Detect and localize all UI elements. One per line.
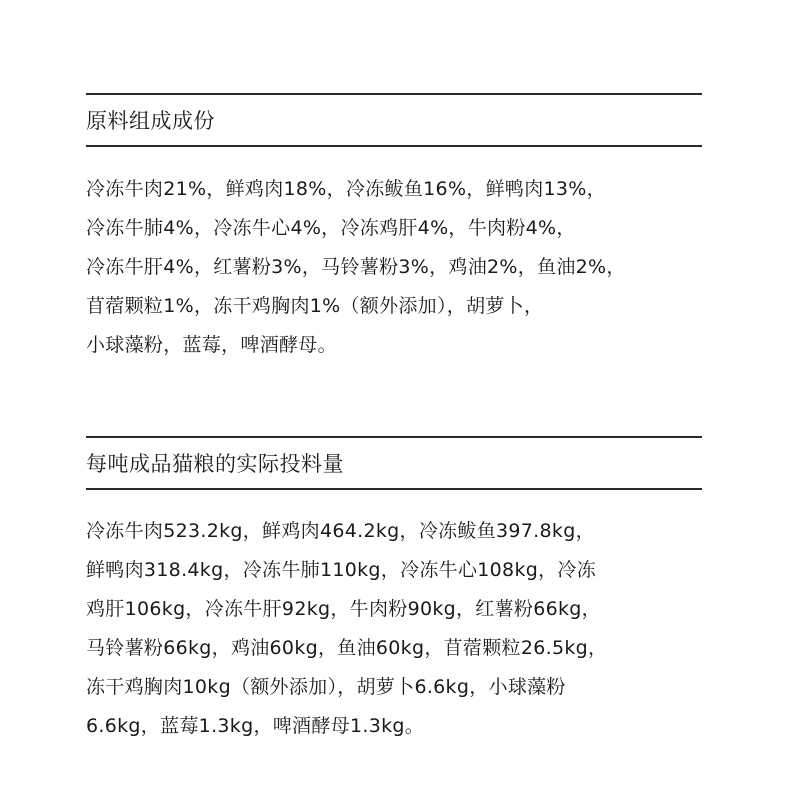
text-line: 6.6kg，蓝莓1.3kg，啤酒酵母1.3kg。 (86, 715, 425, 737)
text-line: 鲜鸭肉318.4kg，冷冻牛肺110kg，冷冻牛心108kg，冷冻 (86, 559, 597, 581)
amounts-text (86, 512, 776, 746)
text-line: 马铃薯粉66kg，鸡油60kg，鱼油60kg，苜蓿颗粒26.5kg， (86, 637, 608, 659)
text-line: 苜蓿颗粒1%，冻干鸡胸肉1%（额外添加），胡萝卜， (86, 295, 544, 317)
ingredients-heading: 原料组成成份 (86, 109, 215, 133)
top-divider (86, 93, 702, 95)
text-line: 冷冻牛肺4%，冷冻牛心4%，冷冻鸡肝4%，牛肉粉4%， (86, 217, 576, 239)
ingredients-text (86, 170, 776, 365)
ingredients-header (86, 93, 702, 147)
amounts-heading: 每吨成品猫粮的实际投料量 (86, 452, 344, 476)
text-line: 冻干鸡胸肉10kg（额外添加），胡萝卜6.6kg，小球藻粉 (86, 676, 566, 698)
amounts-header (86, 436, 702, 490)
text-line: 小球藻粉，蓝莓，啤酒酵母。 (86, 334, 337, 356)
top-divider (86, 436, 702, 438)
text-line: 冷冻牛肉21%，鲜鸡肉18%，冷冻鲅鱼16%，鲜鸭肉13%， (86, 178, 606, 200)
text-line: 冷冻牛肝4%，红薯粉3%，马铃薯粉3%，鸡油2%，鱼油2%， (86, 256, 626, 278)
text-line: 鸡肝106kg，冷冻牛肝92kg，牛肉粉90kg，红薯粉66kg， (86, 598, 601, 620)
text-line: 冷冻牛肉523.2kg，鲜鸡肉464.2kg，冷冻鲅鱼397.8kg， (86, 520, 595, 542)
bottom-divider (86, 145, 702, 147)
bottom-divider (86, 488, 702, 490)
